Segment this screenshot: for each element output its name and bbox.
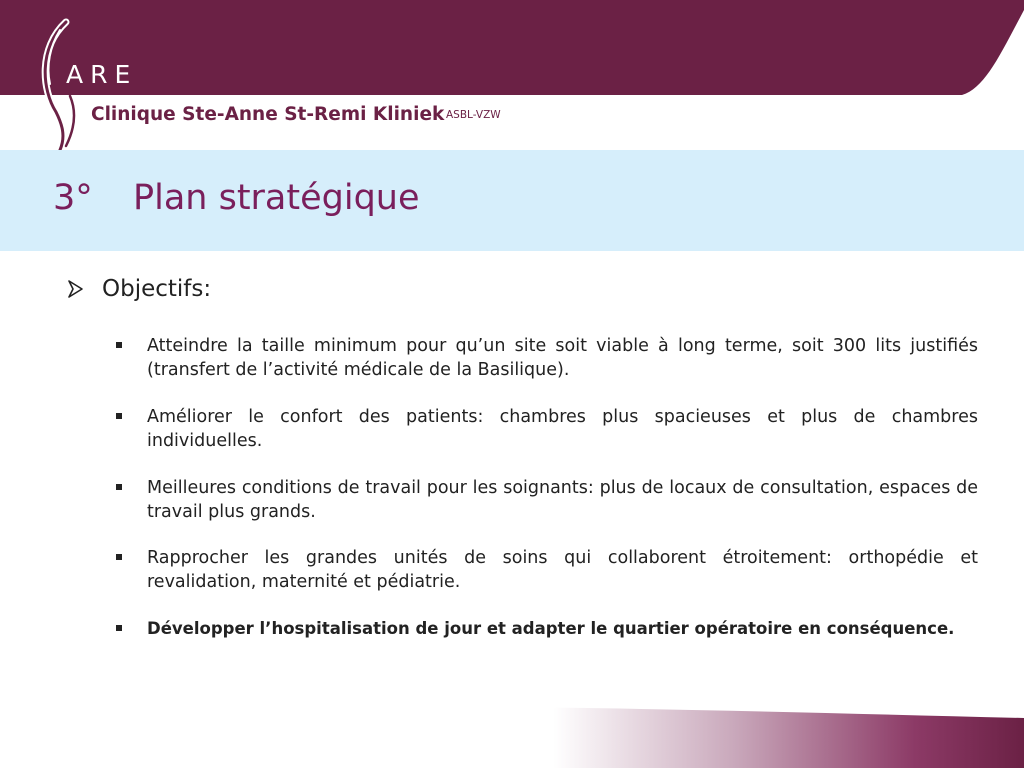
slide-title-number: 3° [53, 178, 93, 218]
square-bullet-icon [116, 342, 122, 348]
objectives-heading [66, 276, 211, 302]
square-bullet-icon [116, 413, 122, 419]
header-band [0, 0, 1024, 160]
list-item-text: Meilleures conditions de travail pour les soignants: plus de locaux de consultation, espaces de travail plus grands. [147, 478, 978, 522]
list-item [116, 476, 978, 524]
slide-title: Plan stratégique [133, 178, 420, 218]
arrow-bullet-icon [66, 279, 86, 299]
list-item [116, 334, 978, 382]
square-bullet-icon [116, 625, 122, 631]
list-item [116, 405, 978, 453]
list-item [116, 617, 978, 641]
objectives-list [116, 334, 978, 664]
header-swoosh [0, 0, 1024, 95]
clinic-name: Clinique Ste-Anne St-Remi Kliniek [91, 104, 445, 125]
square-bullet-icon [116, 484, 122, 490]
list-item-text: Rapprocher les grandes unités de soins qui collaborent étroitement: orthopédie et revalidation, maternité et pédiatrie. [147, 548, 978, 592]
list-item-text: Améliorer le confort des patients: chambres plus spacieuses et plus de chambres individuelles. [147, 407, 978, 451]
clinic-legal-suffix: ASBL-VZW [446, 109, 501, 121]
list-item [116, 546, 978, 594]
list-item-text: Atteindre la taille minimum pour qu’un site soit viable à long terme, soit 300 lits justifiés (transfert de l’activité médicale de la Basilique). [147, 336, 978, 380]
objectives-heading-label: Objectifs: [102, 276, 212, 302]
logo-wordmark: ARE [66, 60, 138, 89]
footer-sweep [0, 690, 1024, 768]
square-bullet-icon [116, 554, 122, 560]
list-item-text: Développer l’hospitalisation de jour et adapter le quartier opératoire en conséquence. [147, 619, 955, 638]
